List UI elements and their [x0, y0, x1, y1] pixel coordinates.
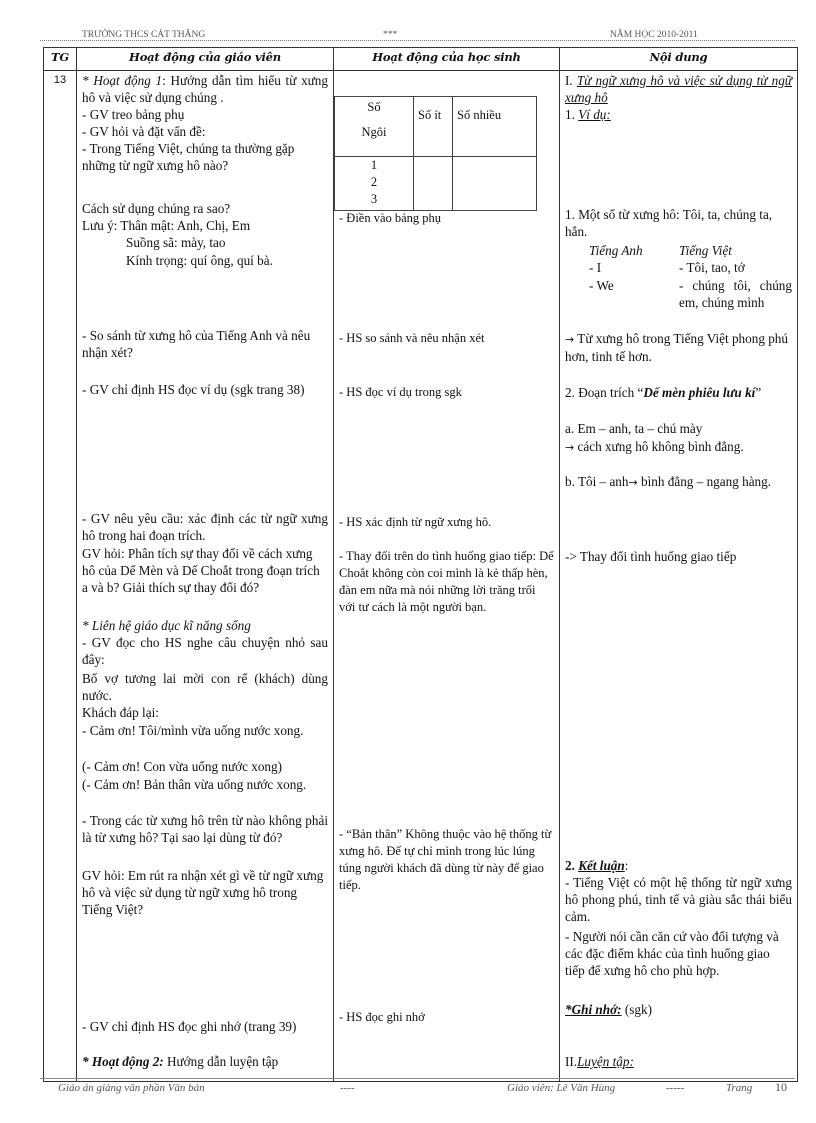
pronoun-table-rows: 1 2 3: [335, 157, 414, 211]
teacher-line: - GV chỉ định HS đọc ví dụ (sgk trang 38): [82, 382, 305, 397]
pronoun-table-header: Số nhiều: [453, 97, 537, 157]
student-line: - Thay đổi trên do tình huống giao tiếp: Dế Choắt không còn coi mình là kẻ thấp hèn, đàn em nữa mà nói những lời trăng trối với tư cách là một người bạn.: [339, 549, 554, 614]
content-line: - Tôi, tao, tớ: [679, 260, 745, 275]
content-line: - We: [589, 278, 614, 293]
teacher-line: Bố vợ tương lai mời con rể (khách) dùng nước.: [82, 671, 328, 703]
header-stars: ***: [383, 30, 398, 40]
content-col-vietnamese: Tiếng Việt: [679, 243, 732, 258]
page-header: [40, 0, 795, 40]
lesson-table: [43, 47, 798, 1082]
content-excerpt-title: 2. Đoạn trích “Dế mèn phiêu lưu kí”: [565, 385, 762, 400]
teacher-line: - Trong các từ xưng hô trên từ nào không phải là từ xưng hô? Tại sao lại dùng từ đó?: [82, 813, 328, 845]
pronoun-table-cell: [414, 157, 453, 211]
content-line: a. Em – anh, ta – chú mày: [565, 421, 703, 436]
teacher-line: Khách đáp lại:: [82, 705, 159, 720]
page-footer: [40, 1078, 795, 1108]
arrow-icon: →: [565, 441, 575, 454]
teacher-line: - GV treo bảng phụ: [82, 107, 185, 122]
col-header-content: Nội dung: [560, 48, 798, 71]
student-line: - HS xác định từ ngữ xưng hô.: [339, 515, 492, 529]
page-number: 10: [775, 1080, 787, 1094]
arrow-icon: →: [628, 476, 638, 489]
teacher-act1: * Hoạt động 1: Hướng dẫn tìm hiểu từ xưng hô và việc sử dụng chúng .: [82, 73, 328, 105]
school-name: TRƯỜNG THCS CÁT THẮNG: [82, 30, 206, 40]
pronoun-table-header: Số ít: [414, 97, 453, 157]
student-line: - HS so sánh và nêu nhận xét: [339, 331, 485, 345]
pronoun-table-cell: [453, 157, 537, 211]
content-line: → Từ xưng hô trong Tiếng Việt phong phú hơn, tinh tế hơn.: [565, 331, 788, 364]
content-memo: *Ghi nhớ: (sgk): [565, 1002, 652, 1017]
teacher-line: - So sánh từ xưng hô của Tiếng Anh và nêu nhận xét?: [82, 328, 311, 360]
footer-dashes: ----: [340, 1082, 355, 1094]
content-line: → cách xưng hô không bình đẳng.: [565, 439, 744, 454]
col-header-teacher: Hoạt động của giáo viên: [77, 48, 334, 71]
pronoun-table-header: Số Ngôi: [335, 97, 414, 157]
school-year: NĂM HỌC 2010-2011: [610, 30, 698, 40]
content-section-1: I. Từ ngữ xưng hô và việc sử dụng từ ngữ xưng hô: [565, 73, 792, 105]
student-line: - “Bản thân” Không thuộc vào hệ thống từ xưng hô. Để tự chỉ mình trong lúc lúng túng người khách đã dùng từ này để giao tiếp.: [339, 827, 552, 892]
content-example-heading: 1. Ví dụ:: [565, 107, 611, 122]
teacher-line: - GV chỉ định HS đọc ghi nhớ (trang 39): [82, 1019, 297, 1034]
teacher-line: (- Cảm ơn! Con vừa uống nước xong): [82, 759, 283, 774]
content-line: 1. Một số từ xưng hô: Tôi, ta, chúng ta, hắn.: [565, 207, 773, 239]
col-header-student: Hoạt động của học sinh: [334, 48, 560, 71]
teacher-line: GV hỏi: Phân tích sự thay đổi về cách xưng hô của Dế Mèn và Dế Choắt trong đoạn trích a và b? Giải thích sự thay đổi đó?: [82, 546, 320, 595]
teacher-line: - GV đọc cho HS nghe câu chuyện nhỏ sau đây:: [82, 635, 328, 667]
pronoun-table: [334, 96, 537, 211]
content-conclusion-heading: 2. Kết luận:: [565, 858, 629, 873]
teacher-line: * Liên hệ giáo dục kĩ năng sống: [82, 618, 251, 633]
content-line: - chúng tôi, chúng em, chúng mình: [679, 278, 792, 310]
teacher-line: GV hỏi: Em rút ra nhận xét gì về từ ngữ xưng hô và việc sử dụng từ ngữ xưng hô trong Tiếng Việt?: [82, 868, 324, 917]
footer-teacher: Giáo viên: Lê Văn Hùng: [507, 1082, 616, 1094]
teacher-line: - GV nêu yêu cầu: xác định các từ ngữ xưng hô trong hai đoạn trích.: [82, 511, 328, 543]
teacher-act2: * Hoạt động 2: Hướng dẫn luyện tập: [82, 1054, 279, 1069]
footer-left: Giáo án giảng văn phần Văn bản: [58, 1082, 205, 1094]
footer-rule: [40, 1078, 795, 1079]
content-cell: [560, 71, 798, 1082]
arrow-icon: →: [565, 333, 575, 346]
col-header-tg: TG: [44, 48, 77, 71]
content-line: - Người nói cần căn cứ vào đối tượng và các đặc điểm khác của tình huống giao tiếp để xưng hô cho phù hợp.: [565, 929, 779, 978]
teacher-line: - Trong Tiếng Việt, chúng ta thường gặp những từ ngữ xưng hô nào?: [82, 141, 295, 173]
content-line: b. Tôi – anh→ bình đẳng – ngang hàng.: [565, 474, 772, 489]
student-cell: [334, 71, 560, 1082]
student-line: - HS đọc ví dụ trong sgk: [339, 385, 462, 399]
teacher-cell: [77, 71, 334, 1082]
footer-page-label: Trang: [726, 1082, 753, 1094]
header-rule: [40, 40, 795, 41]
content-col-english: Tiếng Anh: [589, 243, 643, 258]
teacher-line: - GV hỏi và đặt vấn đề:: [82, 124, 206, 139]
content-line: -> Thay đổi tình huống giao tiếp: [565, 549, 737, 564]
content-section-2: II.Luyện tập:: [565, 1054, 634, 1069]
content-line: - Tiếng Việt có một hệ thống từ ngữ xưng hô phong phú, tinh tế và giàu sắc thái biểu cảm.: [565, 875, 792, 924]
teacher-line: (- Cảm ơn! Bản thân vừa uống nước xong.: [82, 777, 307, 792]
teacher-line: Suồng sã: mày, tao: [126, 235, 226, 250]
teacher-line: - Cảm ơn! Tôi/mình vừa uống nước xong.: [82, 723, 304, 738]
student-line: - HS đọc ghi nhớ: [339, 1010, 425, 1024]
teacher-line: Lưu ý: Thân mật: Anh, Chị, Em: [82, 218, 251, 233]
footer-dashes: -----: [666, 1082, 685, 1094]
student-line: - Điền vào bảng phụ: [339, 211, 442, 225]
teacher-line: Kính trọng: quí ông, quí bà.: [126, 253, 273, 268]
time-cell: 13: [44, 71, 77, 1082]
teacher-line: Cách sử dụng chúng ra sao?: [82, 201, 231, 216]
content-line: - I: [589, 260, 602, 275]
